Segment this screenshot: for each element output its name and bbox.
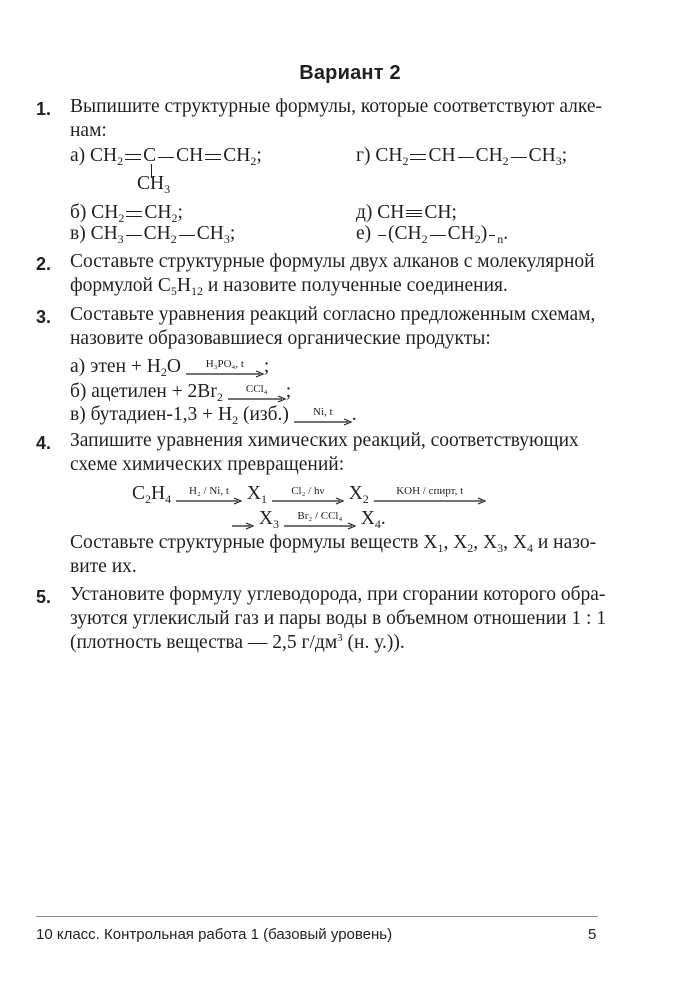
task-5-line-1: Установите формулу углеводорода, при сгорании которого обра- <box>70 584 606 605</box>
single-bond <box>177 222 197 246</box>
task-4-scheme-row-1: $C_2H_4$ H₂ / Ni, t $X_1$ Cl₂ / hν $X_2$ KOH / спирт, t <box>132 482 486 506</box>
reaction-arrow: H₂ / Ni, t <box>176 482 242 506</box>
task-1-number: 1. <box>36 99 52 119</box>
task-4-line-1: Запишите уравнения химических реакций, соответствующих <box>70 430 579 451</box>
single-bond <box>156 144 176 168</box>
double-bond <box>123 144 143 168</box>
task-5-line-3: (плотность вещества — 2,5 $г/дм^3$ (н. у.)). <box>70 632 405 653</box>
task-4-line-2: схеме химических превращений: <box>70 454 345 475</box>
polymer-bond-right <box>487 222 497 246</box>
reaction-arrow: Cl₂ / hν <box>272 482 344 506</box>
reaction-arrow: CCl₄ <box>228 380 286 404</box>
task-4-number: 4. <box>36 433 52 453</box>
reaction-arrow: H₃PO₄, t <box>186 355 264 379</box>
reaction-arrow <box>232 507 254 531</box>
task-1-option-a-branch: $CH_3$ <box>137 173 171 196</box>
page-number: 5 <box>588 926 597 943</box>
task-4-after-line-2: вите их. <box>70 556 137 577</box>
task-1-line-1: Выпишите структурные формулы, которые соответствуют алке- <box>70 96 603 117</box>
task-2-number: 2. <box>36 254 52 274</box>
task-2-line-1: Составьте структурные формулы двух алканов с молекулярной <box>70 251 595 272</box>
task-4-scheme-row-2: $X_3$ Br₂ / CCl₄ $X_4$. <box>232 507 386 531</box>
task-1-option-g: г) $CH_2$ CH $CH_2$ $CH_3$; <box>356 145 568 168</box>
reaction-arrow: KOH / спирт, t <box>374 482 486 506</box>
task-4-after-line-1: Составьте структурные формулы веществ $X_1$, $X_2$, $X_3$, $X_4$ и назо- <box>70 532 597 555</box>
task-3-line-1: Составьте уравнения реакций согласно предложенным схемам, <box>70 304 596 325</box>
polymer-bond-left <box>376 222 388 246</box>
task-1-option-b: б) $CH_2$ $CH_2$; <box>70 202 183 225</box>
single-bond <box>428 222 448 246</box>
task-1-option-v: в) $CH_3$ $CH_2$ $CH_3$; <box>70 223 236 246</box>
single-bond <box>124 222 144 246</box>
double-bond <box>408 144 428 168</box>
task-1-option-d: д) CH CH; <box>356 202 457 223</box>
task-1-option-a: а) $CH_2$ C CH $CH_2$; <box>70 145 262 168</box>
task-1-option-e: е) ($CH_2$ $CH_2$) $_n$. <box>356 223 509 246</box>
variant-title: Вариант 2 <box>299 62 401 84</box>
task-3-line-2: назовите образовавшиеся органические продукты: <box>70 328 491 349</box>
task-5-number: 5. <box>36 587 52 607</box>
task-3-reaction-c: в) бутадиен-1,3 + $H_2$ (изб.) Ni, t . <box>70 404 357 427</box>
double-bond <box>203 144 223 168</box>
single-bond <box>509 144 529 168</box>
footer-title: 10 класс. Контрольная работа 1 (базовый уровень) <box>36 926 393 943</box>
reaction-arrow: Ni, t <box>294 403 352 427</box>
single-bond <box>456 144 476 168</box>
task-5-line-2: зуются углекислый газ и пары воды в объемном отношении 1 : 1 <box>70 608 607 629</box>
reaction-arrow: Br₂ / CCl₄ <box>284 507 356 531</box>
task-2-line-2: формулой $C_5H_{12}$ и назовите полученные соединения. <box>70 275 508 298</box>
task-3-reaction-a: а) этен + $H_2O$ H₃PO₄, t ; <box>70 356 270 379</box>
task-1-line-2: нам: <box>70 120 107 141</box>
footer-divider <box>36 916 598 917</box>
task-3-number: 3. <box>36 307 52 327</box>
task-3-reaction-b: б) ацетилен + $2Br_2$ CCl₄ ; <box>70 381 292 404</box>
